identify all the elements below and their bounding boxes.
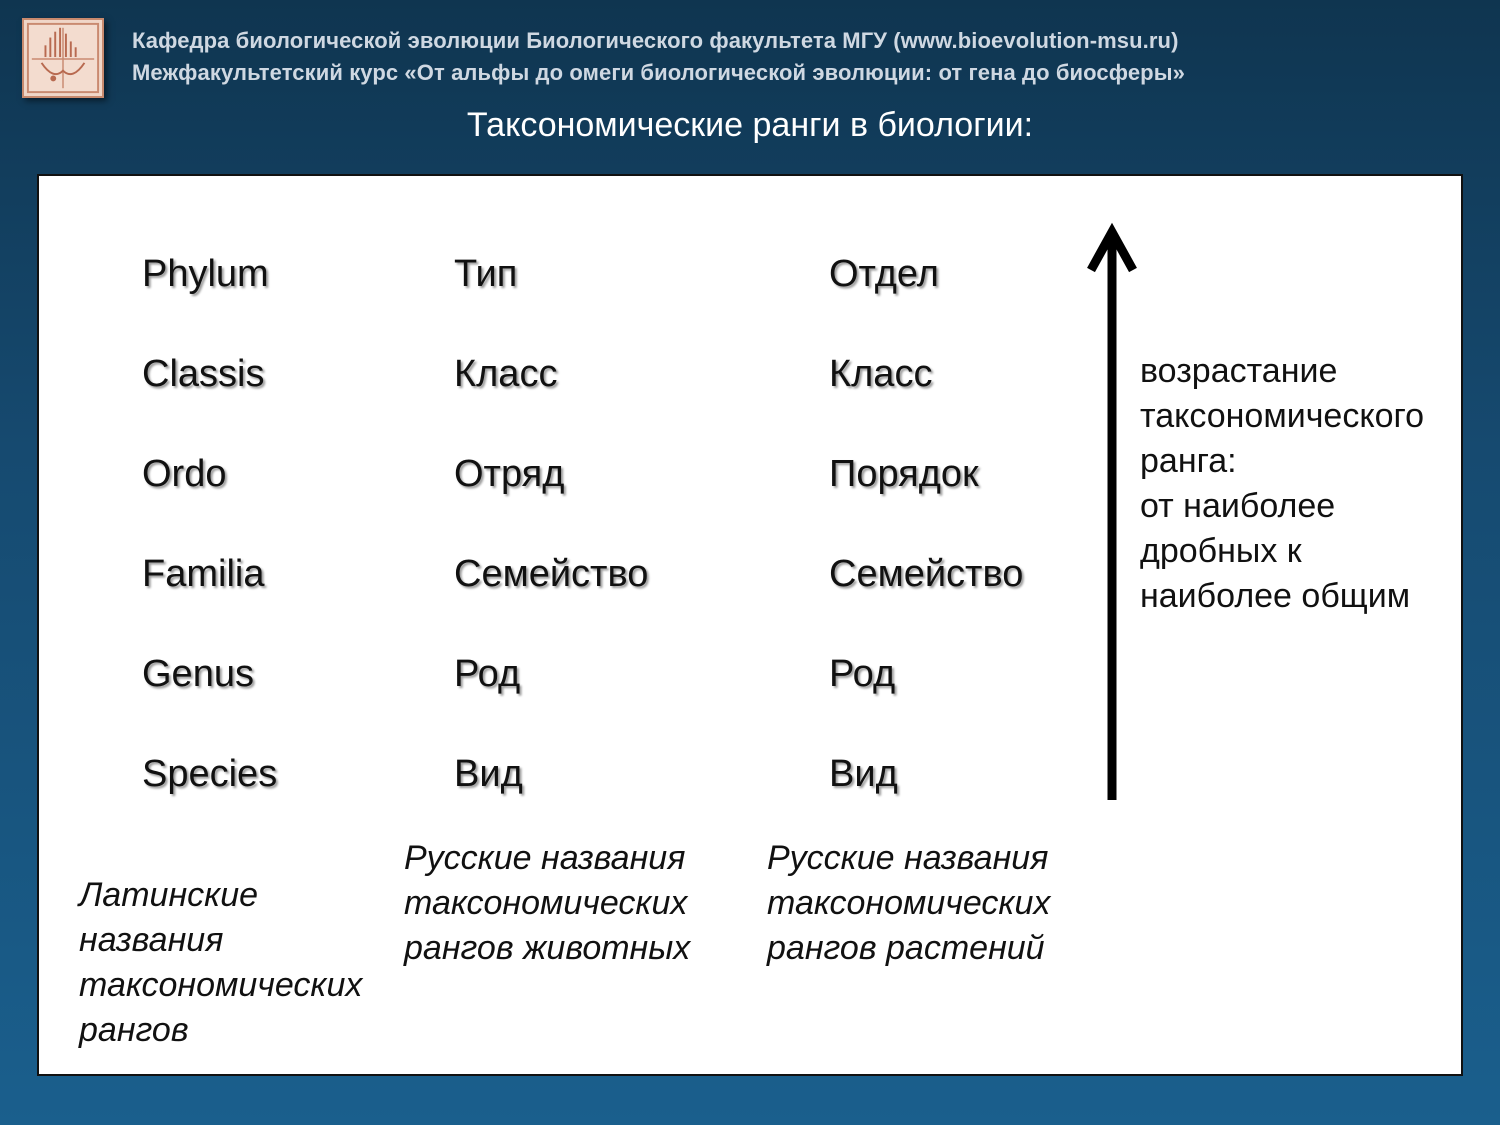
latin-rank-genus: Genus (142, 653, 254, 695)
caption-latin: Латинские названия таксономических рангов (79, 876, 363, 1049)
animal-rank-class: Класс (454, 353, 558, 395)
content-panel (37, 174, 1463, 1076)
plant-rank-species: Вид (829, 753, 898, 795)
latin-rank-ordo: Ordo (142, 453, 227, 495)
caption-plants: Русские названия таксономических рангов растений (767, 839, 1051, 967)
animal-rank-order: Отряд (454, 453, 565, 495)
plant-rank-family: Семейство (829, 553, 1024, 595)
header-department: Кафедра биологической эволюции Биологического факультета МГУ (www.bioevolution-msu.ru) (132, 28, 1179, 53)
plant-rank-genus: Род (829, 653, 896, 695)
latin-rank-phylum: Phylum (142, 253, 269, 295)
plant-rank-division: Отдел (829, 253, 939, 295)
latin-rank-familia: Familia (142, 553, 265, 595)
animal-rank-species: Вид (454, 753, 523, 795)
department-logo (22, 18, 104, 98)
increasing-rank-arrow (1080, 220, 1144, 805)
header-course: Межфакультетский курс «От альфы до омеги биологической эволюции: от гена до биосферы» (132, 60, 1185, 85)
arrow-note: возрастание таксономического ранга: от наиболее дробных к наиболее общим (1140, 352, 1425, 615)
animal-rank-type: Тип (454, 253, 518, 295)
latin-rank-classis: Classis (142, 353, 265, 395)
slide-title: Таксономические ранги в биологии: (466, 106, 1034, 144)
caption-animals: Русские названия таксономических рангов животных (404, 839, 691, 967)
animal-rank-genus: Род (454, 653, 521, 695)
plant-rank-order: Порядок (829, 453, 979, 495)
animal-rank-family: Семейство (454, 553, 649, 595)
plant-rank-class: Класс (829, 353, 933, 395)
latin-rank-species: Species (142, 753, 278, 795)
